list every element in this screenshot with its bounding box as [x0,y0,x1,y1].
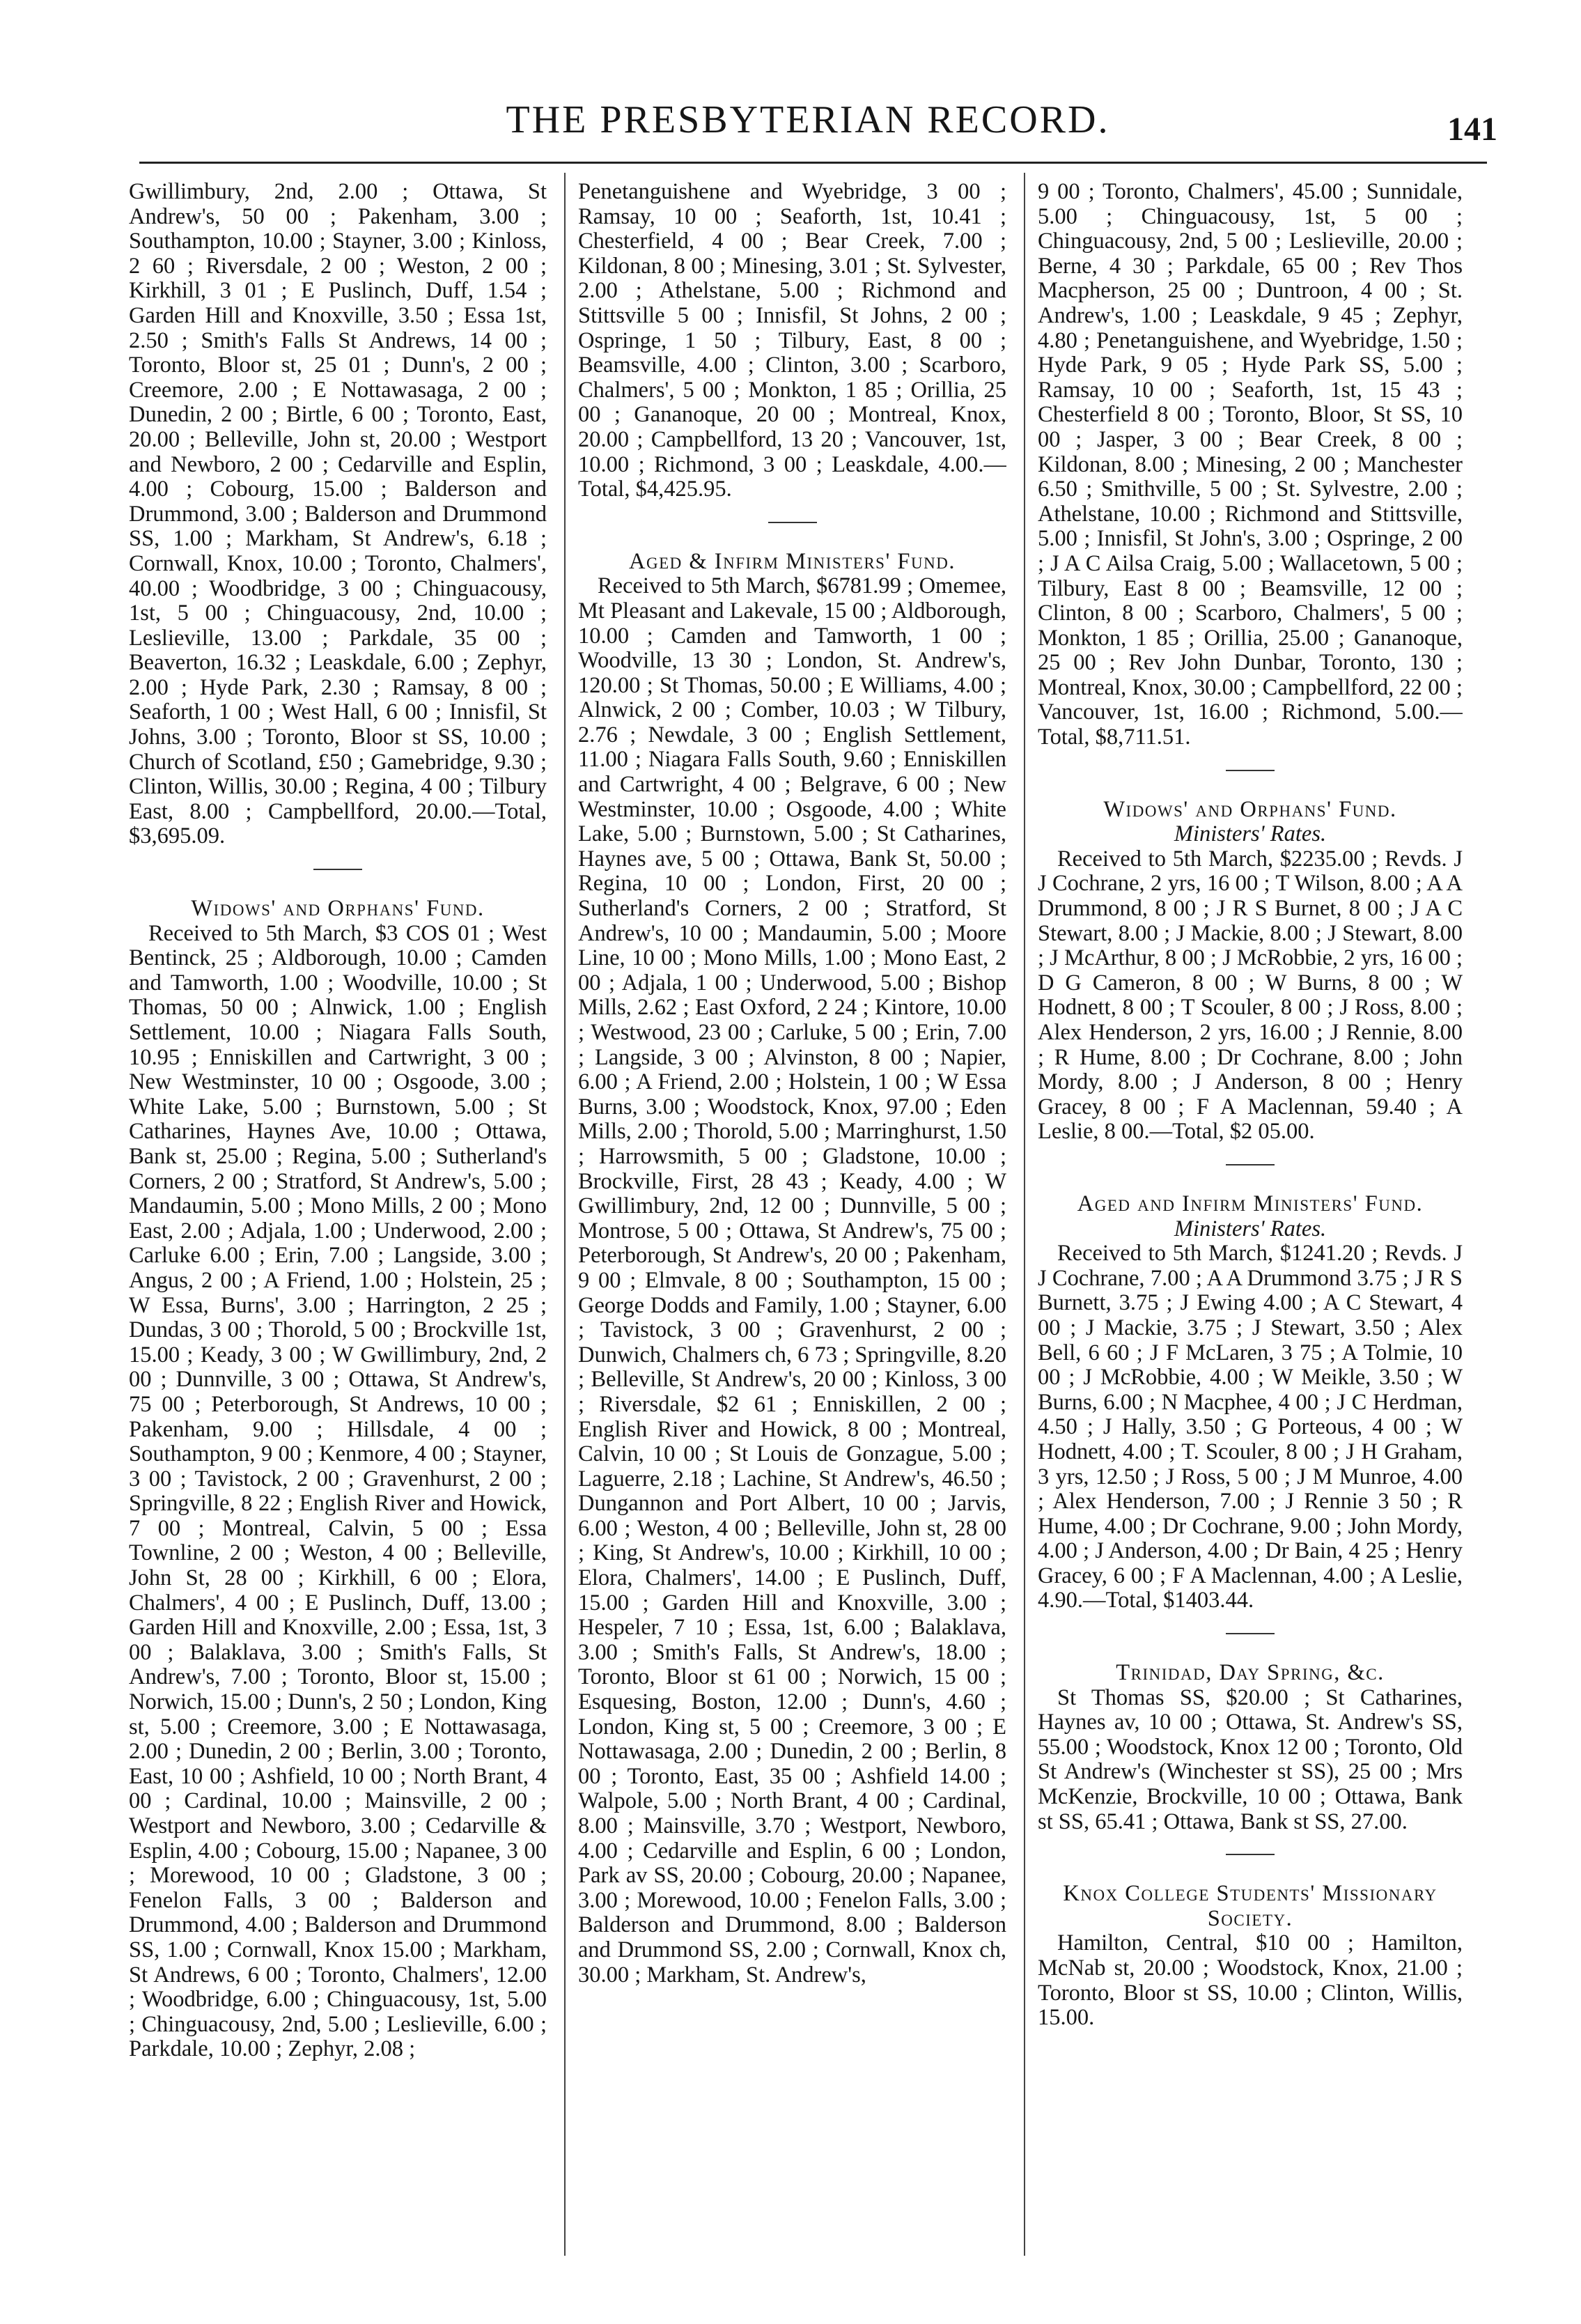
section-heading: Aged and Infirm Ministers' Fund. [1077,1191,1424,1216]
section-heading: Trinidad, Day Spring, &c. [1116,1660,1385,1686]
contribution-list: Penetanguishene and Wyebridge, 3 00 ; Ramsay, 10 00 ; Seaforth, 1st, 10.41 ; Chesterfield, 4 00 ; Bear Creek, 7.00 ; Kildonan, 8 00 ; Minesing, 3.01 ; St. Sylvester, 2.00 ; Athelstane, 5.00 ; Richmond and Stittsville 5 00 ; Innisfil, St Johns, 2 00 ; Ospringe, 1 50 ; Tilbury, East, 8 00 ; Beamsville, 4.00 ; Clinton, 3.00 ; Scarboro, Chalmers', 5 00 ; Monkton, 1 85 ; Orillia, 25 00 ; Gananoque, 20 00 ; Montreal, Knox, 20.00 ; Campbellford, 13 20 ; Vancouver, 1st, 10.00 ; Richmond, 3 00 ; Leaskdale, 4.00.—Total, $4,425.95. [578,180,1006,502]
column-divider [564,173,566,2256]
column-divider [1024,173,1025,2256]
contribution-list: Gwillimbury, 2nd, 2.00 ; Ottawa, St Andrew's, 50 00 ; Pakenham, 3.00 ; Southampton, 10.00 ; Stayner, 3.00 ; Kinloss, 2 60 ; Riversdale, 2 00 ; Weston, 2 00 ; Kirkhill, 3 01 ; E Puslinch, Duff, 1.54 ; Garden Hill and Knoxville, 3.50 ; Essa 1st, 2.50 ; Smith's Falls St Andrews, 14 00 ; Toronto, Bloor st, 25 01 ; Dunn's, 2 00 ; Creemore, 2.00 ; E Nottawasaga, 2 00 ; Dunedin, 2 00 ; Birtle, 6 00 ; Toronto, East, 20.00 ; Belleville, John st, 20.00 ; Westport and Newboro, 2 00 ; Cedarville and Esplin, 4.00 ; Cobourg, 15.00 ; Balderson and Drummond, 3.00 ; Balderson and Drummond SS, 1.00 ; Markham, St Andrew's, 6.18 ; Cornwall, Knox, 10.00 ; Toronto, Chalmers', 40.00 ; Woodbridge, 3 00 ; Chinguacousy, 1st, 5 00 ; Chinguacousy, 2nd, 10.00 ; Leslieville, 13.00 ; Parkdale, 35 00 ; Beaverton, 16.32 ; Leaskdale, 6.00 ; Zephyr, 2.00 ; Hyde Park, 2.30 ; Ramsay, 8 00 ; Seaforth, 1 00 ; West Hall, 6 00 ; Innisfil, St Johns, 3.00 ; Toronto, Bloor st SS, 10.00 ; Church of Scotland, £50 ; Gamebridge, 9.30 ; Clinton, Willis, 30.00 ; Regina, 4 00 ; Tilbury East, 8.00 ; Campbellford, 20.00.—Total, $3,695.09. [129,180,547,849]
contribution-list: 9 00 ; Toronto, Chalmers', 45.00 ; Sunnidale, 5.00 ; Chinguacousy, 1st, 5 00 ; Chinguacousy, 2nd, 5 00 ; Leslieville, 20.00 ; Berne, 4 30 ; Parkdale, 65 00 ; Rev Thos Macpherson, 25 00 ; Duntroon, 4 00 ; St. Andrew's, 1.00 ; Leaskdale, 9 45 ; Zephyr, 4.80 ; Penetanguishene, and Wyebridge, 1.50 ; Hyde Park, 9 05 ; Hyde Park SS, 5.00 ; Ramsay, 10 00 ; Seaforth, 1st, 15 43 ; Chesterfield 8 00 ; Toronto, Bloor, St SS, 10 00 ; Jasper, 3 00 ; Bear Creek, 8 00 ; Kildonan, 8.00 ; Minesing, 2 00 ; Manchester 6.50 ; Smithville, 5 00 ; St. Sylvestre, 2.00 ; Athelstane, 10.00 ; Richmond and Stittsville, 5.00 ; Innisfil, St John's, 3.00 ; Ospringe, 2 00 ; J A C Ailsa Craig, 5.00 ; Wallacetown, 5 00 ; Tilbury, East 8 00 ; Beamsville, 12 00 ; Clinton, 8 00 ; Scarboro, Chalmers', 5 00 ; Monkton, 1 85 ; Orillia, 25.00 ; Gananoque, 25 00 ; Rev John Dunbar, Toronto, 130 ; Montreal, Knox, 30.00 ; Campbellford, 22 00 ; Vancouver, 1st, 16.00 ; Richmond, 5.00.—Total, $8,711.51. [1038,180,1463,750]
column-2 [578,180,1006,2242]
column-3 [1038,180,1463,2242]
contribution-list: Hamilton, Central, $10 00 ; Hamilton, McNab st, 20.00 ; Woodstock, Knox, 21.00 ; Toronto, Bloor st SS, 10.00 ; Clinton, Willis, 15.00. [1038,1930,1463,2031]
section-heading: Widows' and Orphans' Fund. [191,896,485,922]
section-separator [1226,1854,1275,1855]
contribution-list: Received to 5th March, $3 COS 01 ; West Bentinck, 25 ; Aldborough, 10.00 ; Camden and Tamworth, 1.00 ; Woodville, 10.00 ; St Thomas, 50 00 ; Alnwick, 1.00 ; English Settlement, 10.00 ; Niagara Falls South, 10.95 ; Enniskillen and Cartwright, 3 00 ; New Westminster, 10 00 ; Osgoode, 3.00 ; White Lake, 5.00 ; Burnstown, 5.00 ; St Catharines, Haynes Ave, 10.00 ; Ottawa, Bank st, 25.00 ; Regina, 5.00 ; Sutherland's Corners, 2 00 ; Stratford, St Andrew's, 5.00 ; Mandaumin, 5.00 ; Mono Mills, 2 00 ; Mono East, 2.00 ; Adjala, 1.00 ; Underwood, 2.00 ; Carluke 6.00 ; Erin, 7.00 ; Langside, 3.00 ; Angus, 2 00 ; A Friend, 1.00 ; Holstein, 25 ; W Essa, Burns', 3.00 ; Harrington, 2 25 ; Dundas, 3 00 ; Thorold, 5 00 ; Brockville 1st, 15.00 ; Keady, 3 00 ; W Gwillimbury, 2nd, 2 00 ; Dunnville, 3 00 ; Ottawa, St Andrew's, 75 00 ; Peterborough, St Andrews, 10 00 ; Pakenham, 9.00 ; Hillsdale, 4 00 ; Southampton, 9 00 ; Kenmore, 4 00 ; Stayner, 3 00 ; Tavistock, 2 00 ; Gravenhurst, 2 00 ; Springville, 8 22 ; English River and Howick, 7 00 ; Montreal, Calvin, 5 00 ; Essa Townline, 2 00 ; Weston, 4 00 ; Belleville, John St, 28 00 ; Kirkhill, 6 00 ; Elora, Chalmers', 4 00 ; E Puslinch, Duff, 13.00 ; Garden Hill and Knoxville, 2.00 ; Essa, 1st, 3 00 ; Balaklava, 3.00 ; Smith's Falls, St Andrew's, 7.00 ; Toronto, Bloor st, 15.00 ; Norwich, 15.00 ; Dunn's, 2 50 ; London, King st, 5.00 ; Creemore, 3.00 ; E Nottawasaga, 2.00 ; Dunedin, 2 00 ; Berlin, 3.00 ; Toronto, East, 10 00 ; Ashfield, 10 00 ; North Brant, 4 00 ; Cardinal, 10.00 ; Mainsville, 2 00 ; Westport and Newboro, 3.00 ; Cedarville & Esplin, 4.00 ; Cobourg, 15.00 ; Napanee, 3 00 ; Morewood, 10 00 ; Gladstone, 3 00 ; Fenelon Falls, 3 00 ; Balderson and Drummond, 4.00 ; Balderson and Drummond SS, 1.00 ; Cornwall, Knox 15.00 ; Markham, St Andrews, 6 00 ; Toronto, Chalmers', 12.00 ; Woodbridge, 6.00 ; Chinguacousy, 1st, 5.00 ; Chinguacousy, 2nd, 5.00 ; Leslieville, 6.00 ; Parkdale, 10.00 ; Zephyr, 2.08 ; [129,920,547,2062]
section-heading: Widows' and Orphans' Fund. [1103,796,1397,822]
section-separator [313,869,362,870]
section-separator [1226,770,1275,771]
page-header [125,98,1497,160]
header-rule [139,162,1487,164]
contribution-list: Received to 5th March, $6781.99 ; Omemee, Mt Pleasant and Lakevale, 15 00 ; Aldborough, 10.00 ; Camden and Tamworth, 1 00 ; Woodville, 13 30 ; London, St. Andrew's, 120.00 ; St Thomas, 50.00 ; E Williams, 4.00 ; Alnwick, 2 00 ; Comber, 10.03 ; W Tilbury, 2.76 ; Newdale, 3 00 ; English Settlement, 11.00 ; Niagara Falls South, 9.60 ; Enniskillen and Cartwright, 4 00 ; Belgrave, 6 00 ; New Westminster, 10.00 ; Osgoode, 4.00 ; White Lake, 5.00 ; Burnstown, 5.00 ; St Catharines, Haynes ave, 5 00 ; Ottawa, Bank St, 50.00 ; Regina, 10 00 ; London, First, 20 00 ; Sutherland's Corners, 2 00 ; Stratford, St Andrew's, 10 00 ; Mandaumin, 5.00 ; Moore Line, 10 00 ; Mono Mills, 1.00 ; Mono East, 2 00 ; Adjala, 1 00 ; Underwood, 5.00 ; Bishop Mills, 2.62 ; East Oxford, 2 24 ; Kintore, 10.00 ; Westwood, 23 00 ; Carluke, 5 00 ; Erin, 7.00 ; Langside, 3 00 ; Alvinston, 8 00 ; Napier, 6.00 ; A Friend, 2.00 ; Holstein, 1 00 ; W Essa Burns, 3.00 ; Woodstock, Knox, 97.00 ; Eden Mills, 2.00 ; Thorold, 5.00 ; Marringhurst, 1.50 ; Harrowsmith, 5 00 ; Gladstone, 10.00 ; Brockville, First, 28 43 ; Keady, 4.00 ; W Gwillimbury, 2nd, 12 00 ; Dunnville, 5 00 ; Montrose, 5 00 ; Ottawa, St Andrew's, 75 00 ; Peterborough, St Andrew's, 20 00 ; Pakenham, 9 00 ; Elmvale, 8 00 ; Southampton, 15 00 ; George Dodds and Family, 1.00 ; Stayner, 6.00 ; Tavistock, 3 00 ; Gravenhurst, 2 00 ; Dunwich, Chalmers ch, 6 73 ; Springville, 8.20 ; Belleville, St Andrew's, 20 00 ; Kinloss, 3 00 ; Riversdale, $2 61 ; Enniskillen, 2 00 ; English River and Howick, 8 00 ; Montreal, Calvin, 10 00 ; St Louis de Gonzague, 5.00 ; Laguerre, 2.18 ; Lachine, St Andrew's, 46.50 ; Dungannon and Port Albert, 10 00 ; Jarvis, 6.00 ; Weston, 4 00 ; Belleville, John st, 28 00 ; King, St Andrew's, 10.00 ; Kirkhill, 10 00 ; Elora, Chalmers', 14.00 ; E Puslinch, Duff, 15.00 ; Garden Hill and Knoxville, 3.00 ; Hespeler, 7 10 ; Essa, 1st, 6.00 ; Balaklava, 3.00 ; Smith's Falls, St Andrew's, 18.00 ; Toronto, Bloor st 61 00 ; Norwich, 15 00 ; Esquesing, Boston, 12.00 ; Dunn's, 4.60 ; London, King st, 5 00 ; Creemore, 3 00 ; E Nottawasaga, 2.00 ; Dunedin, 2 00 ; Berlin, 8 00 ; Toronto, East, 35 00 ; Ashfield 14.00 ; Walpole, 5.00 ; North Brant, 4 00 ; Cardinal, 8.00 ; Mainsville, 3.70 ; Westport, Newboro, 4.00 ; Cedarville and Esplin, 6 00 ; London, Park av SS, 20.00 ; Cobourg, 20.00 ; Napanee, 3.00 ; Morewood, 10.00 ; Fenelon Falls, 3.00 ; Balderson and Drummond, 8.00 ; Balderson and Drummond SS, 2.00 ; Cornwall, Knox ch, 30.00 ; Markham, St. Andrew's, [578,573,1006,1988]
section-separator [768,522,817,523]
contribution-list: Received to 5th March, $2235.00 ; Revds. J J Cochrane, 2 yrs, 16 00 ; T Wilson, 8.00 ; A A Drummond, 8 00 ; J R S Burnet, 8 00 ; J A C Stewart, 8.00 ; J Mackie, 8.00 ; J Stewart, 8.00 ; J McArthur, 8 00 ; J McRobbie, 2 yrs, 16 00 ; D G Cameron, 8 00 ; W Burns, 8 00 ; W Hodnett, 8 00 ; T Scouler, 8 00 ; J Ross, 8.00 ; Alex Henderson, 2 yrs, 16.00 ; J Rennie, 8.00 ; R Hume, 8.00 ; Dr Cochrane, 8.00 ; John Mordy, 8.00 ; J Anderson, 8 00 ; Henry Gracey, 8 00 ; F A Maclennan, 59.40 ; A Leslie, 8 00.—Total, $2 05.00. [1038,846,1463,1145]
section-separator [1226,1633,1275,1634]
contribution-list: Received to 5th March, $1241.20 ; Revds. J J Cochrane, 7.00 ; A A Drummond 3.75 ; J R S Burnett, 3.75 ; J Ewing 4.00 ; A C Stewart, 4 00 ; J Mackie, 3.75 ; J Stewart, 3.50 ; Alex Bell, 6 60 ; J F McLaren, 3 75 ; A Tolmie, 10 00 ; J McRobbie, 4.00 ; W Meikle, 3.50 ; W Burns, 6.00 ; N Macphee, 4 00 ; J C Herdman, 4.50 ; J Hally, 3.50 ; G Porteous, 4 00 ; W Hodnett, 4.00 ; T. Scouler, 8 00 ; J H Graham, 3 yrs, 12.50 ; J Ross, 5 00 ; J M Munroe, 4.00 ; Alex Henderson, 7.00 ; J Rennie 3 50 ; R Hume, 4.00 ; Dr Cochrane, 9.00 ; John Mordy, 4.00 ; J Anderson, 4.00 ; Dr Bain, 4 25 ; Henry Gracey, 6 00 ; F A Maclennan, 4.00 ; A Leslie, 4.90.—Total, $1403.44. [1038,1241,1463,1613]
contribution-list: St Thomas SS, $20.00 ; St Catharines, Haynes av, 10 00 ; Ottawa, St. Andrew's SS, 55.00 ; Woodstock, Knox 12 00 ; Toronto, Old St Andrew's (Winchester st SS), 25 00 ; Mrs McKenzie, Brockville, 10 00 ; Ottawa, Bank st SS, 65.41 ; Ottawa, Bank st SS, 27.00. [1038,1684,1463,1834]
section-separator [1226,1164,1275,1165]
section-heading: Knox College Students' Missionary Society. [1063,1881,1438,1931]
column-1 [129,180,547,2242]
section-heading: Aged & Infirm Ministers' Fund. [629,548,956,574]
section-subheading: Ministers' Rates. [1174,1216,1327,1241]
page-title: THE PRESBYTERIAN RECORD. [506,98,1110,141]
page-number: 141 [1447,111,1497,148]
section-subheading: Ministers' Rates. [1174,821,1327,847]
